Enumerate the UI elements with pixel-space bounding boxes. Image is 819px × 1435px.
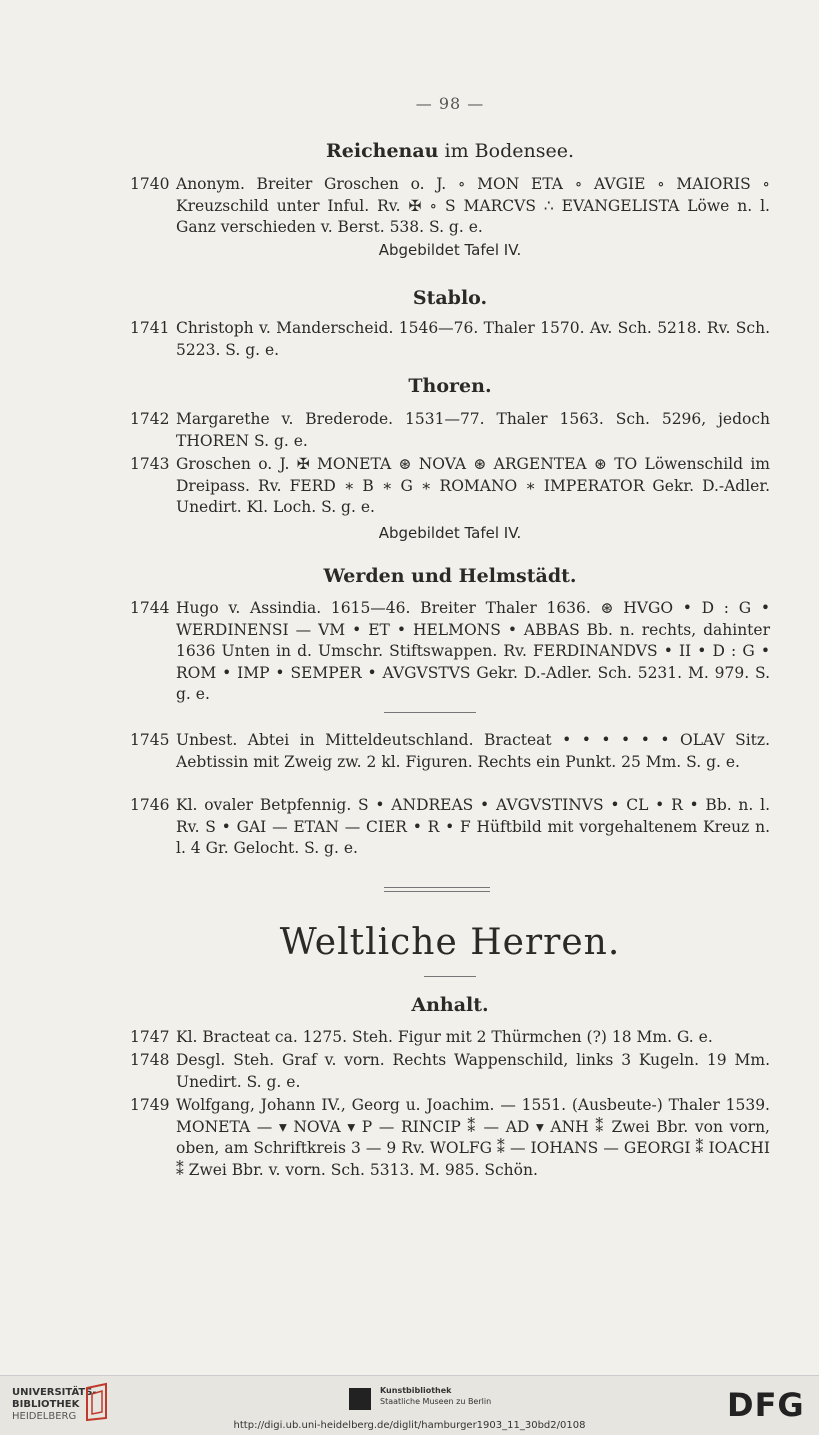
section-bold: Reichenau xyxy=(325,140,439,162)
entry-number: 1748 xyxy=(130,1051,170,1069)
divider xyxy=(384,712,476,713)
entry-1749 xyxy=(130,1095,770,1181)
entry-1744 xyxy=(130,598,770,706)
section-heading-stablo: Stablo. xyxy=(412,287,488,309)
section-heading-werden: Werden und Helmstädt. xyxy=(323,565,577,587)
double-rule-bottom xyxy=(384,891,490,892)
entry-text: Kl. ovaler Betpfennig. S • ANDREAS • AVGVSTINVS • CL • R • Bb. n. l. Rv. S • GAI — ETAN — CIER • R • F Hüftbild mit vorgehaltenem Kreuz n. l. 4 Gr. Gelocht. S. g. e. xyxy=(176,796,770,857)
viewer-footer xyxy=(0,1375,819,1435)
entry-number: 1745 xyxy=(130,731,170,749)
section-heading-reichenau xyxy=(0,140,819,162)
kb-line: Staatliche Museen zu Berlin xyxy=(380,1397,492,1406)
entry-number: 1742 xyxy=(130,410,170,428)
section-rest: im Bodensee. xyxy=(438,140,574,162)
logo-line: HEIDELBERG xyxy=(12,1411,77,1422)
entry-1740 xyxy=(130,174,770,239)
entry-number: 1747 xyxy=(130,1028,170,1046)
entry-1742 xyxy=(130,409,770,452)
kunstbibliothek-logo-icon xyxy=(349,1388,371,1410)
plate-reference: Abgebildet Tafel IV. xyxy=(378,241,522,259)
logo-line: BIBLIOTHEK xyxy=(12,1399,80,1410)
entry-number: 1744 xyxy=(130,599,170,617)
entry-text: Kl. Bracteat ca. 1275. Steh. Figur mit 2 Thürmchen (?) 18 Mm. G. e. xyxy=(176,1028,713,1046)
kunstbibliothek-label[interactable] xyxy=(380,1385,491,1407)
logo-line: UNIVERSITÄTS- xyxy=(12,1387,97,1398)
entry-1745 xyxy=(130,730,770,773)
entry-text: Wolfgang, Johann IV., Georg u. Joachim. — 1551. (Ausbeute-) Thaler 1539. MONETA — ▾ NOVA ▾ P — RINCIP ⁑ — AD ▾ ANH ⁑ Zwei Bbr. von vorn, oben, am Schriftkreis 3 — 9 Rv. WOLFG ⁑ — IOHANS — GEORGI ⁑ IOACHI ⁑ Zwei Bbr. v. vorn. Sch. 5313. M. 985. Schön. xyxy=(176,1096,770,1179)
entry-number: 1746 xyxy=(130,796,170,814)
kb-line: Kunstbibliothek xyxy=(380,1386,452,1395)
section-heading-thoren: Thoren. xyxy=(408,375,492,397)
entry-text: Anonym. Breiter Groschen o. J. ∘ MON ETA ∘ AVGIE ∘ MAIORIS ∘ Kreuzschild unter Inful. Rv. ✠ ∘ S MARCVS ∴ EVANGELISTA Löwe n. l. Ganz verschieden v. Berst. 538. S. g. e. xyxy=(176,175,770,236)
entry-1748 xyxy=(130,1050,770,1093)
entry-1746 xyxy=(130,795,770,860)
plate-reference: Abgebildet Tafel IV. xyxy=(378,524,522,542)
entry-1741 xyxy=(130,318,770,361)
entry-1743 xyxy=(130,454,770,519)
entry-text: Desgl. Steh. Graf v. vorn. Rechts Wappenschild, links 3 Kugeln. 19 Mm. Unedirt. S. g. e. xyxy=(176,1051,770,1091)
entry-text: Unbest. Abtei in Mitteldeutschland. Bracteat • • • • • • OLAV Sitz. Aebtissin mit Zweig zw. 2 kl. Figuren. Rechts ein Punkt. 25 Mm. S. g. e. xyxy=(176,731,770,771)
divider xyxy=(424,976,476,977)
double-rule-top xyxy=(384,887,490,888)
entry-number: 1740 xyxy=(130,175,170,193)
entry-1747 xyxy=(130,1027,770,1049)
entry-number: 1741 xyxy=(130,319,170,337)
entry-text: Margarethe v. Brederode. 1531—77. Thaler 1563. Sch. 5296, jedoch THOREN S. g. e. xyxy=(176,410,770,450)
permalink[interactable]: http://digi.ub.uni-heidelberg.de/diglit/hamburger1903_11_30bd2/0108 xyxy=(233,1420,586,1431)
heidelberg-mark-icon xyxy=(84,1382,110,1422)
section-heading-anhalt: Anhalt. xyxy=(411,994,489,1016)
entry-number: 1749 xyxy=(130,1096,170,1114)
entry-text: Groschen o. J. ✠ MONETA ⊛ NOVA ⊛ ARGENTEA ⊛ TO Löwenschild im Dreipass. Rv. FERD ∗ B ∗ G ∗ ROMANO ∗ IMPERATOR Gekr. D.-Adler. Unedirt. Kl. Loch. S. g. e. xyxy=(176,455,770,516)
part-title: Weltliche Herren. xyxy=(279,922,621,963)
page-number: — 98 — xyxy=(415,94,485,113)
entry-number: 1743 xyxy=(130,455,170,473)
entry-text: Christoph v. Manderscheid. 1546—76. Thaler 1570. Av. Sch. 5218. Rv. Sch. 5223. S. g. e. xyxy=(176,319,770,359)
entry-text: Hugo v. Assindia. 1615—46. Breiter Thaler 1636. ⊛ HVGO • D : G • WERDINENSI — VM • ET • HELMONS • ABBAS Bb. n. rechts, dahinter 1636 Unten in d. Umschr. Stiftswappen. Rv. FERDINANDVS • II • D : G • ROM • IMP • SEMPER • AVGVSTVS Gekr. D.-Adler. Sch. 5231. M. 979. S. g. e. xyxy=(176,599,770,703)
dfg-logo[interactable]: DFG xyxy=(727,1386,805,1424)
